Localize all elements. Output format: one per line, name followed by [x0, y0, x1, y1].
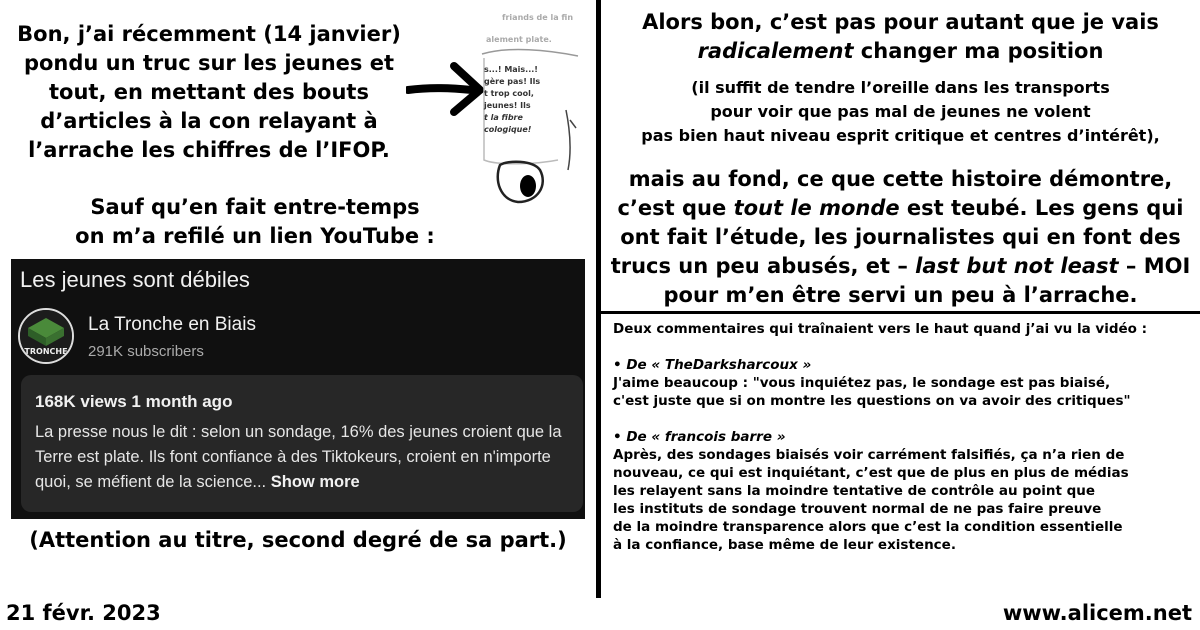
- conclusion-line: mais au fond, ce que cette histoire démontre,: [628, 167, 1173, 191]
- channel-avatar[interactable]: [18, 308, 74, 364]
- comments-intro: Deux commentaires qui traînaient vers le haut quand j’ai vu la vidéo :: [613, 321, 1148, 337]
- text: est teubé. Les gens qui: [899, 196, 1184, 220]
- intro-line: Bon, j’ai récemment (14 janvier): [17, 22, 401, 46]
- video-description-box[interactable]: [21, 375, 583, 512]
- intro-text: [14, 20, 404, 165]
- view-count-and-date: 168K views 1 month ago: [35, 392, 233, 411]
- text: changer ma position: [853, 39, 1104, 63]
- right-heading: [601, 8, 1200, 66]
- intro-line: pondu un truc sur les jeunes et: [23, 51, 395, 75]
- intro-line: l’arrache les chiffres de l’IFOP.: [28, 138, 390, 162]
- emphasis: radicalement: [697, 39, 854, 63]
- paren-line: pas bien haut niveau esprit critique et centres d’intérêt),: [641, 126, 1160, 145]
- comment-author: • De « francois barre »: [613, 429, 786, 445]
- avatar-logo-text: TRONCHE: [24, 347, 68, 356]
- conclusion-line: [601, 194, 1200, 223]
- emphasis: last but not least: [915, 254, 1119, 278]
- right-conclusion: [601, 165, 1200, 310]
- comment-line: les instituts de sondage trouvent normal de ne pas faire preuve: [613, 501, 1102, 517]
- description-text: [35, 420, 575, 495]
- intro-line: d’articles à la con relayant à: [40, 109, 378, 133]
- conclusion-line: pour m’en être servi un peu à l’arrache.: [663, 283, 1138, 307]
- description-body: La presse nous le dit : selon un sondage, 16% des jeunes croient que la Terre est plate. Ils font confiance à des Tiktokeurs, croient en n'importe quoi, se méfient de la science...: [35, 423, 562, 491]
- doodle-text: t la fibre: [484, 113, 523, 122]
- emphasis: tout le monde: [733, 196, 900, 220]
- comment-line: à la confiance, base même de leur existence.: [613, 537, 956, 553]
- doodle-text: gère pas! Ils: [484, 77, 541, 86]
- comment-line: nouveau, ce qui est inquiétant, c’est que de plus en plus de médias: [613, 465, 1129, 481]
- comment-line: Après, des sondages biaisés voir carrément falsifiés, ça n’a rien de: [613, 447, 1125, 463]
- publish-date: 21 févr. 2023: [6, 601, 161, 625]
- comment-line: c'est juste que si on montre les questions on va avoir des critiques": [613, 393, 1131, 409]
- text: trucs un peu abusés, et –: [610, 254, 916, 278]
- comment-author: • De « TheDarksharcoux »: [613, 357, 812, 373]
- comment-line: de la moindre transparence alors que c’est la condition essentielle: [613, 519, 1123, 535]
- intro-text-2: [40, 193, 470, 251]
- channel-name[interactable]: La Tronche en Biais: [88, 314, 256, 335]
- show-more-button[interactable]: Show more: [270, 473, 360, 491]
- intro2-line: on m’a refilé un lien YouTube :: [75, 224, 435, 248]
- conclusion-line: ont fait l’étude, les journalistes qui en font des: [620, 225, 1181, 249]
- text: c’est que: [617, 196, 734, 220]
- paren-line: (il suffit de tendre l’oreille dans les transports: [691, 78, 1110, 97]
- subscriber-count: 291K subscribers: [88, 343, 204, 360]
- paren-line: pour voir que pas mal de jeunes ne volent: [710, 102, 1091, 121]
- right-line: Alors bon, c’est pas pour autant que je vais: [642, 10, 1159, 34]
- caption: (Attention au titre, second degré de sa part.): [29, 528, 567, 552]
- arrow-right-icon: [406, 60, 486, 116]
- comment-line: les relayent sans la moindre tentative de contrôle au point que: [613, 483, 1096, 499]
- text: – MOI: [1118, 254, 1191, 278]
- intro-line: tout, en mettant des bouts: [49, 80, 369, 104]
- comments-section: [613, 320, 1193, 554]
- video-title: Les jeunes sont débiles: [20, 267, 250, 292]
- doodle-text: alement plate.: [486, 35, 552, 44]
- doodle-text: cologique!: [484, 125, 532, 134]
- right-parenthetical: [601, 76, 1200, 148]
- youtube-video-card: [11, 259, 585, 519]
- doodle-text: t trop cool,: [484, 89, 534, 98]
- intro2-line: Sauf qu’en fait entre-temps: [90, 195, 420, 219]
- doodle-text: s...! Mais...!: [484, 65, 538, 74]
- doodle-text: friands de la fin: [502, 13, 574, 22]
- right-line: [601, 37, 1200, 66]
- site-url[interactable]: www.alicem.net: [1002, 601, 1192, 625]
- doodle-text: jeunes! Ils: [484, 101, 531, 110]
- comic-thumbnail: [478, 10, 586, 205]
- conclusion-line: [601, 252, 1200, 281]
- comment-line: J'aime beaucoup : "vous inquiétez pas, le sondage est pas biaisé,: [613, 375, 1111, 391]
- panel-divider-horizontal: [601, 311, 1200, 314]
